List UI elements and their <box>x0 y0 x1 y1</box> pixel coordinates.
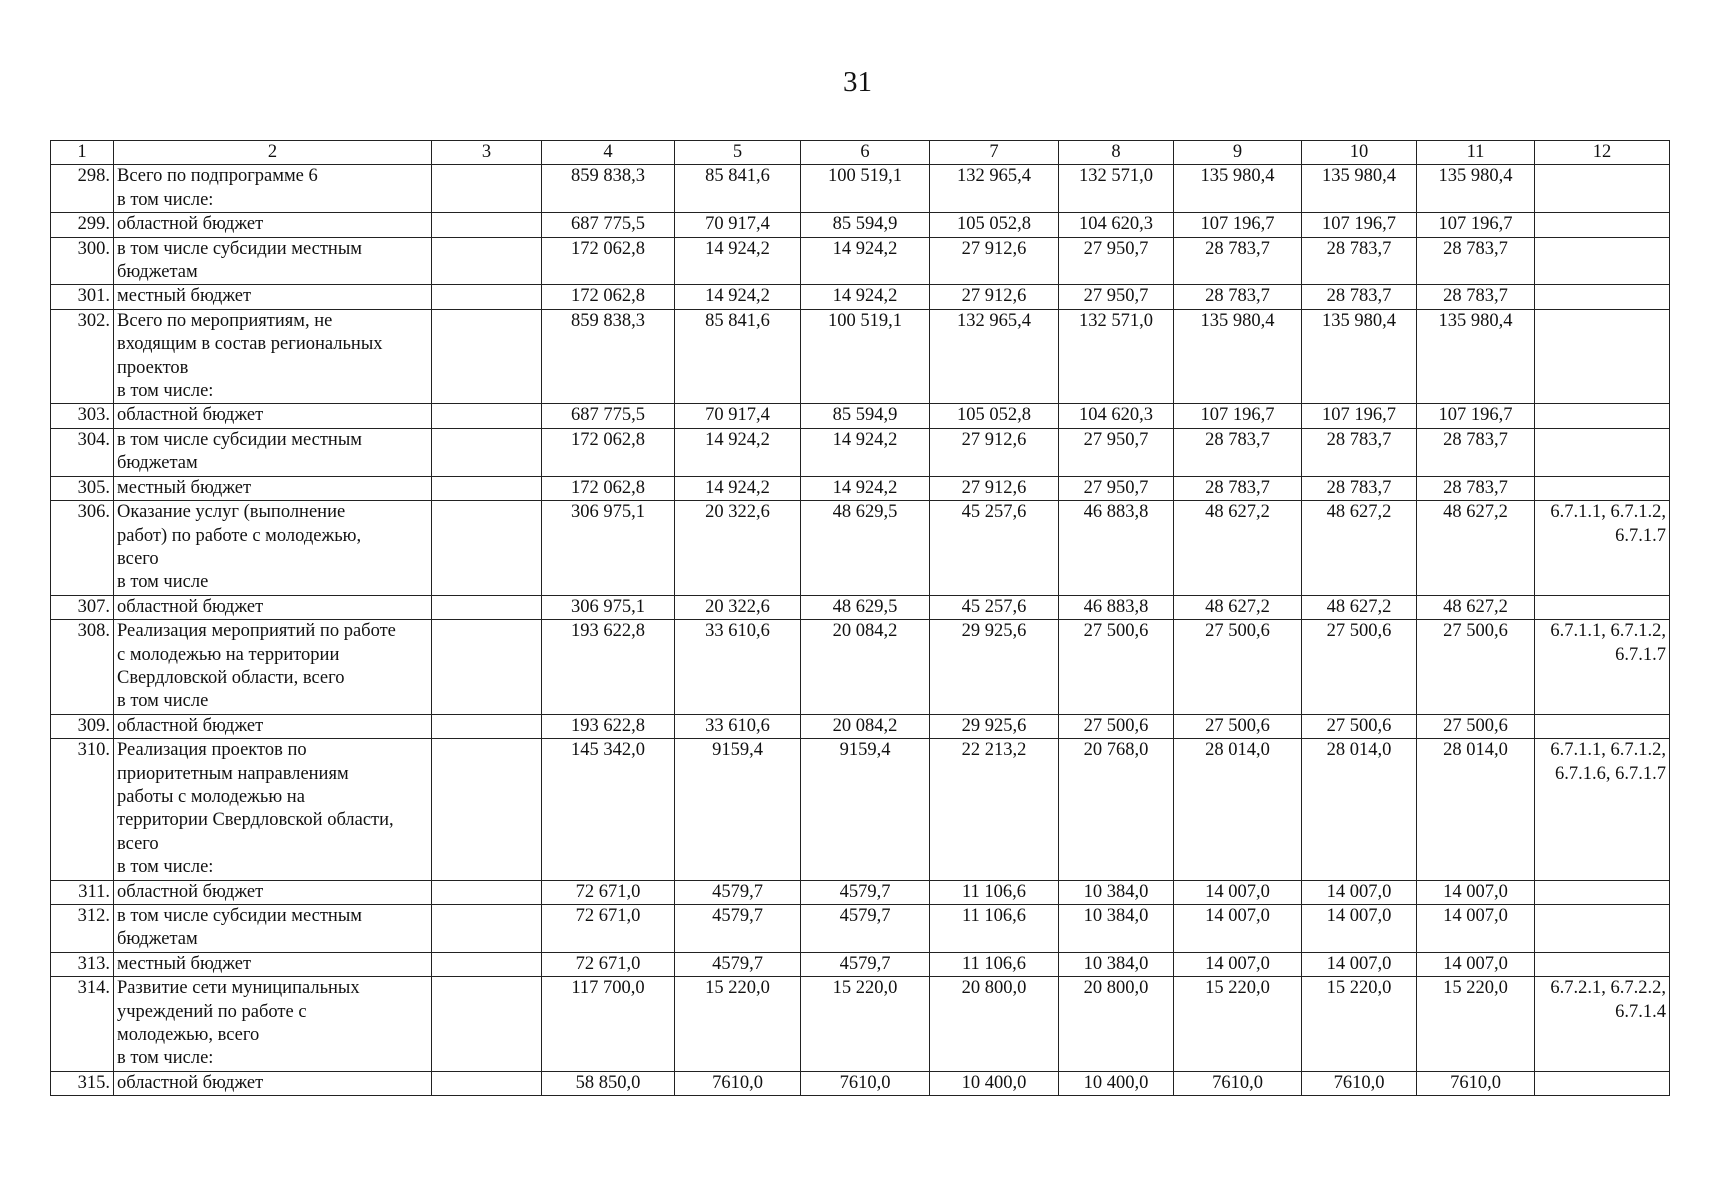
value-cell: 48 627,2 <box>1302 595 1417 619</box>
value-cell: 28 783,7 <box>1174 428 1302 476</box>
value-cell: 15 220,0 <box>1417 977 1535 1072</box>
value-cell: 104 620,3 <box>1059 213 1174 237</box>
value-cell: 7610,0 <box>801 1071 930 1095</box>
value-cell: 4579,7 <box>801 952 930 976</box>
value-cell: 4579,7 <box>675 905 801 953</box>
value-cell: 20 084,2 <box>801 620 930 715</box>
value-cell: 132 571,0 <box>1059 165 1174 213</box>
value-cell: 145 342,0 <box>542 739 675 880</box>
row-name: местный бюджет <box>114 952 432 976</box>
row-name: областной бюджет <box>114 880 432 904</box>
row-number: 307. <box>51 595 114 619</box>
row-name: Реализация проектов по приоритетным направлениям работы с молодежью на территории Свердловской области, всего в том числе: <box>114 739 432 880</box>
value-cell: 46 883,8 <box>1059 501 1174 596</box>
column-3-cell <box>432 237 542 285</box>
value-cell: 10 384,0 <box>1059 905 1174 953</box>
column-3-cell <box>432 501 542 596</box>
value-cell: 172 062,8 <box>542 285 675 309</box>
value-cell: 85 594,9 <box>801 213 930 237</box>
value-cell: 27 912,6 <box>930 237 1059 285</box>
value-cell: 15 220,0 <box>1302 977 1417 1072</box>
value-cell: 27 500,6 <box>1417 714 1535 738</box>
reference-codes <box>1535 880 1670 904</box>
table-row <box>51 620 1670 715</box>
value-cell: 28 783,7 <box>1302 285 1417 309</box>
row-name: в том числе субсидии местным бюджетам <box>114 905 432 953</box>
column-3-cell <box>432 880 542 904</box>
value-cell: 14 924,2 <box>801 476 930 500</box>
reference-codes <box>1535 309 1670 404</box>
column-3-cell <box>432 309 542 404</box>
column-3-cell <box>432 285 542 309</box>
value-cell: 27 500,6 <box>1174 620 1302 715</box>
value-cell: 687 775,5 <box>542 213 675 237</box>
value-cell: 7610,0 <box>1417 1071 1535 1095</box>
value-cell: 14 924,2 <box>675 476 801 500</box>
value-cell: 11 106,6 <box>930 880 1059 904</box>
value-cell: 14 924,2 <box>801 237 930 285</box>
table-row <box>51 476 1670 500</box>
table-row <box>51 905 1670 953</box>
reference-codes <box>1535 428 1670 476</box>
value-cell: 28 014,0 <box>1417 739 1535 880</box>
value-cell: 28 783,7 <box>1302 476 1417 500</box>
value-cell: 28 014,0 <box>1302 739 1417 880</box>
value-cell: 107 196,7 <box>1302 404 1417 428</box>
reference-codes: 6.7.2.1, 6.7.2.2, 6.7.1.4 <box>1535 977 1670 1072</box>
value-cell: 46 883,8 <box>1059 595 1174 619</box>
column-header: 1 <box>51 141 114 165</box>
value-cell: 15 220,0 <box>675 977 801 1072</box>
value-cell: 132 965,4 <box>930 309 1059 404</box>
value-cell: 20 322,6 <box>675 501 801 596</box>
value-cell: 14 007,0 <box>1302 905 1417 953</box>
value-cell: 14 924,2 <box>675 428 801 476</box>
row-name: в том числе субсидии местным бюджетам <box>114 237 432 285</box>
column-header: 7 <box>930 141 1059 165</box>
row-name: Реализация мероприятий по работе с молодежью на территории Свердловской области, всего в том числе <box>114 620 432 715</box>
reference-codes <box>1535 404 1670 428</box>
column-3-cell <box>432 739 542 880</box>
value-cell: 15 220,0 <box>1174 977 1302 1072</box>
column-header: 3 <box>432 141 542 165</box>
value-cell: 14 007,0 <box>1174 905 1302 953</box>
value-cell: 27 500,6 <box>1059 620 1174 715</box>
column-header: 12 <box>1535 141 1670 165</box>
value-cell: 27 500,6 <box>1302 620 1417 715</box>
value-cell: 117 700,0 <box>542 977 675 1072</box>
value-cell: 135 980,4 <box>1302 165 1417 213</box>
row-number: 313. <box>51 952 114 976</box>
value-cell: 11 106,6 <box>930 952 1059 976</box>
value-cell: 48 629,5 <box>801 595 930 619</box>
value-cell: 20 084,2 <box>801 714 930 738</box>
value-cell: 28 783,7 <box>1174 476 1302 500</box>
value-cell: 45 257,6 <box>930 595 1059 619</box>
budget-table <box>50 140 1670 1096</box>
value-cell: 48 627,2 <box>1417 595 1535 619</box>
value-cell: 28 783,7 <box>1174 237 1302 285</box>
page-number: 31 <box>843 66 872 98</box>
row-name: областной бюджет <box>114 714 432 738</box>
column-header: 6 <box>801 141 930 165</box>
value-cell: 27 950,7 <box>1059 476 1174 500</box>
value-cell: 45 257,6 <box>930 501 1059 596</box>
table-row <box>51 165 1670 213</box>
value-cell: 100 519,1 <box>801 309 930 404</box>
column-header: 8 <box>1059 141 1174 165</box>
value-cell: 27 912,6 <box>930 428 1059 476</box>
row-number: 302. <box>51 309 114 404</box>
value-cell: 10 384,0 <box>1059 952 1174 976</box>
value-cell: 20 322,6 <box>675 595 801 619</box>
row-name: Всего по подпрограмме 6 в том числе: <box>114 165 432 213</box>
column-3-cell <box>432 1071 542 1095</box>
row-number: 308. <box>51 620 114 715</box>
value-cell: 10 400,0 <box>930 1071 1059 1095</box>
table-row <box>51 309 1670 404</box>
value-cell: 4579,7 <box>801 905 930 953</box>
table-row <box>51 1071 1670 1095</box>
reference-codes <box>1535 285 1670 309</box>
value-cell: 4579,7 <box>801 880 930 904</box>
value-cell: 14 924,2 <box>801 428 930 476</box>
column-header: 11 <box>1417 141 1535 165</box>
value-cell: 27 950,7 <box>1059 237 1174 285</box>
value-cell: 72 671,0 <box>542 952 675 976</box>
value-cell: 85 594,9 <box>801 404 930 428</box>
value-cell: 132 571,0 <box>1059 309 1174 404</box>
table-row <box>51 285 1670 309</box>
value-cell: 48 627,2 <box>1302 501 1417 596</box>
row-name: местный бюджет <box>114 476 432 500</box>
column-header: 9 <box>1174 141 1302 165</box>
value-cell: 4579,7 <box>675 952 801 976</box>
value-cell: 4579,7 <box>675 880 801 904</box>
value-cell: 27 500,6 <box>1174 714 1302 738</box>
value-cell: 135 980,4 <box>1417 309 1535 404</box>
reference-codes <box>1535 595 1670 619</box>
value-cell: 28 783,7 <box>1174 285 1302 309</box>
value-cell: 172 062,8 <box>542 237 675 285</box>
value-cell: 172 062,8 <box>542 428 675 476</box>
value-cell: 70 917,4 <box>675 213 801 237</box>
value-cell: 14 007,0 <box>1417 905 1535 953</box>
column-3-cell <box>432 165 542 213</box>
value-cell: 27 912,6 <box>930 476 1059 500</box>
reference-codes: 6.7.1.1, 6.7.1.2, 6.7.1.6, 6.7.1.7 <box>1535 739 1670 880</box>
column-3-cell <box>432 404 542 428</box>
reference-codes <box>1535 237 1670 285</box>
value-cell: 14 924,2 <box>675 285 801 309</box>
table-row <box>51 977 1670 1072</box>
value-cell: 14 924,2 <box>801 285 930 309</box>
value-cell: 7610,0 <box>1174 1071 1302 1095</box>
value-cell: 172 062,8 <box>542 476 675 500</box>
row-name: Всего по мероприятиям, не входящим в состав региональных проектов в том числе: <box>114 309 432 404</box>
value-cell: 7610,0 <box>675 1071 801 1095</box>
table-body <box>51 165 1670 1096</box>
column-3-cell <box>432 213 542 237</box>
value-cell: 48 627,2 <box>1174 595 1302 619</box>
value-cell: 687 775,5 <box>542 404 675 428</box>
row-name: областной бюджет <box>114 1071 432 1095</box>
value-cell: 107 196,7 <box>1302 213 1417 237</box>
value-cell: 14 007,0 <box>1417 952 1535 976</box>
value-cell: 15 220,0 <box>801 977 930 1072</box>
table-row <box>51 595 1670 619</box>
value-cell: 193 622,8 <box>542 620 675 715</box>
value-cell: 107 196,7 <box>1174 213 1302 237</box>
value-cell: 14 007,0 <box>1174 952 1302 976</box>
table-row <box>51 714 1670 738</box>
table-row <box>51 952 1670 976</box>
value-cell: 72 671,0 <box>542 905 675 953</box>
value-cell: 85 841,6 <box>675 309 801 404</box>
value-cell: 14 007,0 <box>1174 880 1302 904</box>
row-number: 310. <box>51 739 114 880</box>
value-cell: 27 950,7 <box>1059 428 1174 476</box>
value-cell: 85 841,6 <box>675 165 801 213</box>
value-cell: 20 768,0 <box>1059 739 1174 880</box>
value-cell: 20 800,0 <box>930 977 1059 1072</box>
row-number: 298. <box>51 165 114 213</box>
reference-codes <box>1535 905 1670 953</box>
value-cell: 9159,4 <box>675 739 801 880</box>
row-name: в том числе субсидии местным бюджетам <box>114 428 432 476</box>
row-number: 301. <box>51 285 114 309</box>
value-cell: 859 838,3 <box>542 309 675 404</box>
row-number: 314. <box>51 977 114 1072</box>
value-cell: 29 925,6 <box>930 714 1059 738</box>
value-cell: 28 783,7 <box>1302 237 1417 285</box>
reference-codes <box>1535 1071 1670 1095</box>
table-row <box>51 404 1670 428</box>
value-cell: 58 850,0 <box>542 1071 675 1095</box>
value-cell: 22 213,2 <box>930 739 1059 880</box>
table-row <box>51 880 1670 904</box>
row-name: областной бюджет <box>114 595 432 619</box>
row-number: 304. <box>51 428 114 476</box>
value-cell: 20 800,0 <box>1059 977 1174 1072</box>
row-name: областной бюджет <box>114 404 432 428</box>
value-cell: 107 196,7 <box>1417 213 1535 237</box>
reference-codes <box>1535 952 1670 976</box>
value-cell: 107 196,7 <box>1417 404 1535 428</box>
value-cell: 193 622,8 <box>542 714 675 738</box>
value-cell: 33 610,6 <box>675 714 801 738</box>
value-cell: 306 975,1 <box>542 501 675 596</box>
table-row <box>51 237 1670 285</box>
column-3-cell <box>432 952 542 976</box>
row-name: Развитие сети муниципальных учреждений по работе с молодежью, всего в том числе: <box>114 977 432 1072</box>
column-3-cell <box>432 428 542 476</box>
value-cell: 100 519,1 <box>801 165 930 213</box>
value-cell: 27 500,6 <box>1059 714 1174 738</box>
column-header: 2 <box>114 141 432 165</box>
reference-codes: 6.7.1.1, 6.7.1.2, 6.7.1.7 <box>1535 620 1670 715</box>
value-cell: 70 917,4 <box>675 404 801 428</box>
row-number: 309. <box>51 714 114 738</box>
value-cell: 135 980,4 <box>1174 309 1302 404</box>
value-cell: 9159,4 <box>801 739 930 880</box>
reference-codes <box>1535 476 1670 500</box>
value-cell: 135 980,4 <box>1174 165 1302 213</box>
value-cell: 27 500,6 <box>1417 620 1535 715</box>
value-cell: 14 007,0 <box>1302 880 1417 904</box>
value-cell: 48 629,5 <box>801 501 930 596</box>
value-cell: 28 783,7 <box>1417 476 1535 500</box>
row-number: 312. <box>51 905 114 953</box>
value-cell: 48 627,2 <box>1417 501 1535 596</box>
value-cell: 33 610,6 <box>675 620 801 715</box>
column-3-cell <box>432 595 542 619</box>
value-cell: 14 007,0 <box>1417 880 1535 904</box>
value-cell: 28 783,7 <box>1417 285 1535 309</box>
column-header: 5 <box>675 141 801 165</box>
value-cell: 135 980,4 <box>1302 309 1417 404</box>
value-cell: 27 912,6 <box>930 285 1059 309</box>
table-row <box>51 739 1670 880</box>
column-header: 10 <box>1302 141 1417 165</box>
row-number: 311. <box>51 880 114 904</box>
value-cell: 29 925,6 <box>930 620 1059 715</box>
row-name: местный бюджет <box>114 285 432 309</box>
value-cell: 27 500,6 <box>1302 714 1417 738</box>
table-row <box>51 428 1670 476</box>
row-number: 299. <box>51 213 114 237</box>
value-cell: 105 052,8 <box>930 213 1059 237</box>
value-cell: 28 014,0 <box>1174 739 1302 880</box>
value-cell: 859 838,3 <box>542 165 675 213</box>
reference-codes: 6.7.1.1, 6.7.1.2, 6.7.1.7 <box>1535 501 1670 596</box>
value-cell: 11 106,6 <box>930 905 1059 953</box>
table-row <box>51 501 1670 596</box>
value-cell: 28 783,7 <box>1417 237 1535 285</box>
row-number: 303. <box>51 404 114 428</box>
value-cell: 104 620,3 <box>1059 404 1174 428</box>
column-3-cell <box>432 620 542 715</box>
table-row <box>51 213 1670 237</box>
value-cell: 306 975,1 <box>542 595 675 619</box>
value-cell: 14 007,0 <box>1302 952 1417 976</box>
row-number: 305. <box>51 476 114 500</box>
value-cell: 48 627,2 <box>1174 501 1302 596</box>
value-cell: 14 924,2 <box>675 237 801 285</box>
reference-codes <box>1535 213 1670 237</box>
row-number: 306. <box>51 501 114 596</box>
column-3-cell <box>432 476 542 500</box>
row-name: областной бюджет <box>114 213 432 237</box>
value-cell: 105 052,8 <box>930 404 1059 428</box>
column-header: 4 <box>542 141 675 165</box>
value-cell: 10 384,0 <box>1059 880 1174 904</box>
value-cell: 107 196,7 <box>1174 404 1302 428</box>
value-cell: 72 671,0 <box>542 880 675 904</box>
value-cell: 10 400,0 <box>1059 1071 1174 1095</box>
column-number-row <box>51 141 1670 165</box>
row-number: 315. <box>51 1071 114 1095</box>
value-cell: 27 950,7 <box>1059 285 1174 309</box>
row-name: Оказание услуг (выполнение работ) по работе с молодежью, всего в том числе <box>114 501 432 596</box>
value-cell: 28 783,7 <box>1417 428 1535 476</box>
value-cell: 7610,0 <box>1302 1071 1417 1095</box>
value-cell: 132 965,4 <box>930 165 1059 213</box>
reference-codes <box>1535 165 1670 213</box>
column-3-cell <box>432 977 542 1072</box>
reference-codes <box>1535 714 1670 738</box>
column-3-cell <box>432 714 542 738</box>
column-3-cell <box>432 905 542 953</box>
value-cell: 135 980,4 <box>1417 165 1535 213</box>
value-cell: 28 783,7 <box>1302 428 1417 476</box>
row-number: 300. <box>51 237 114 285</box>
